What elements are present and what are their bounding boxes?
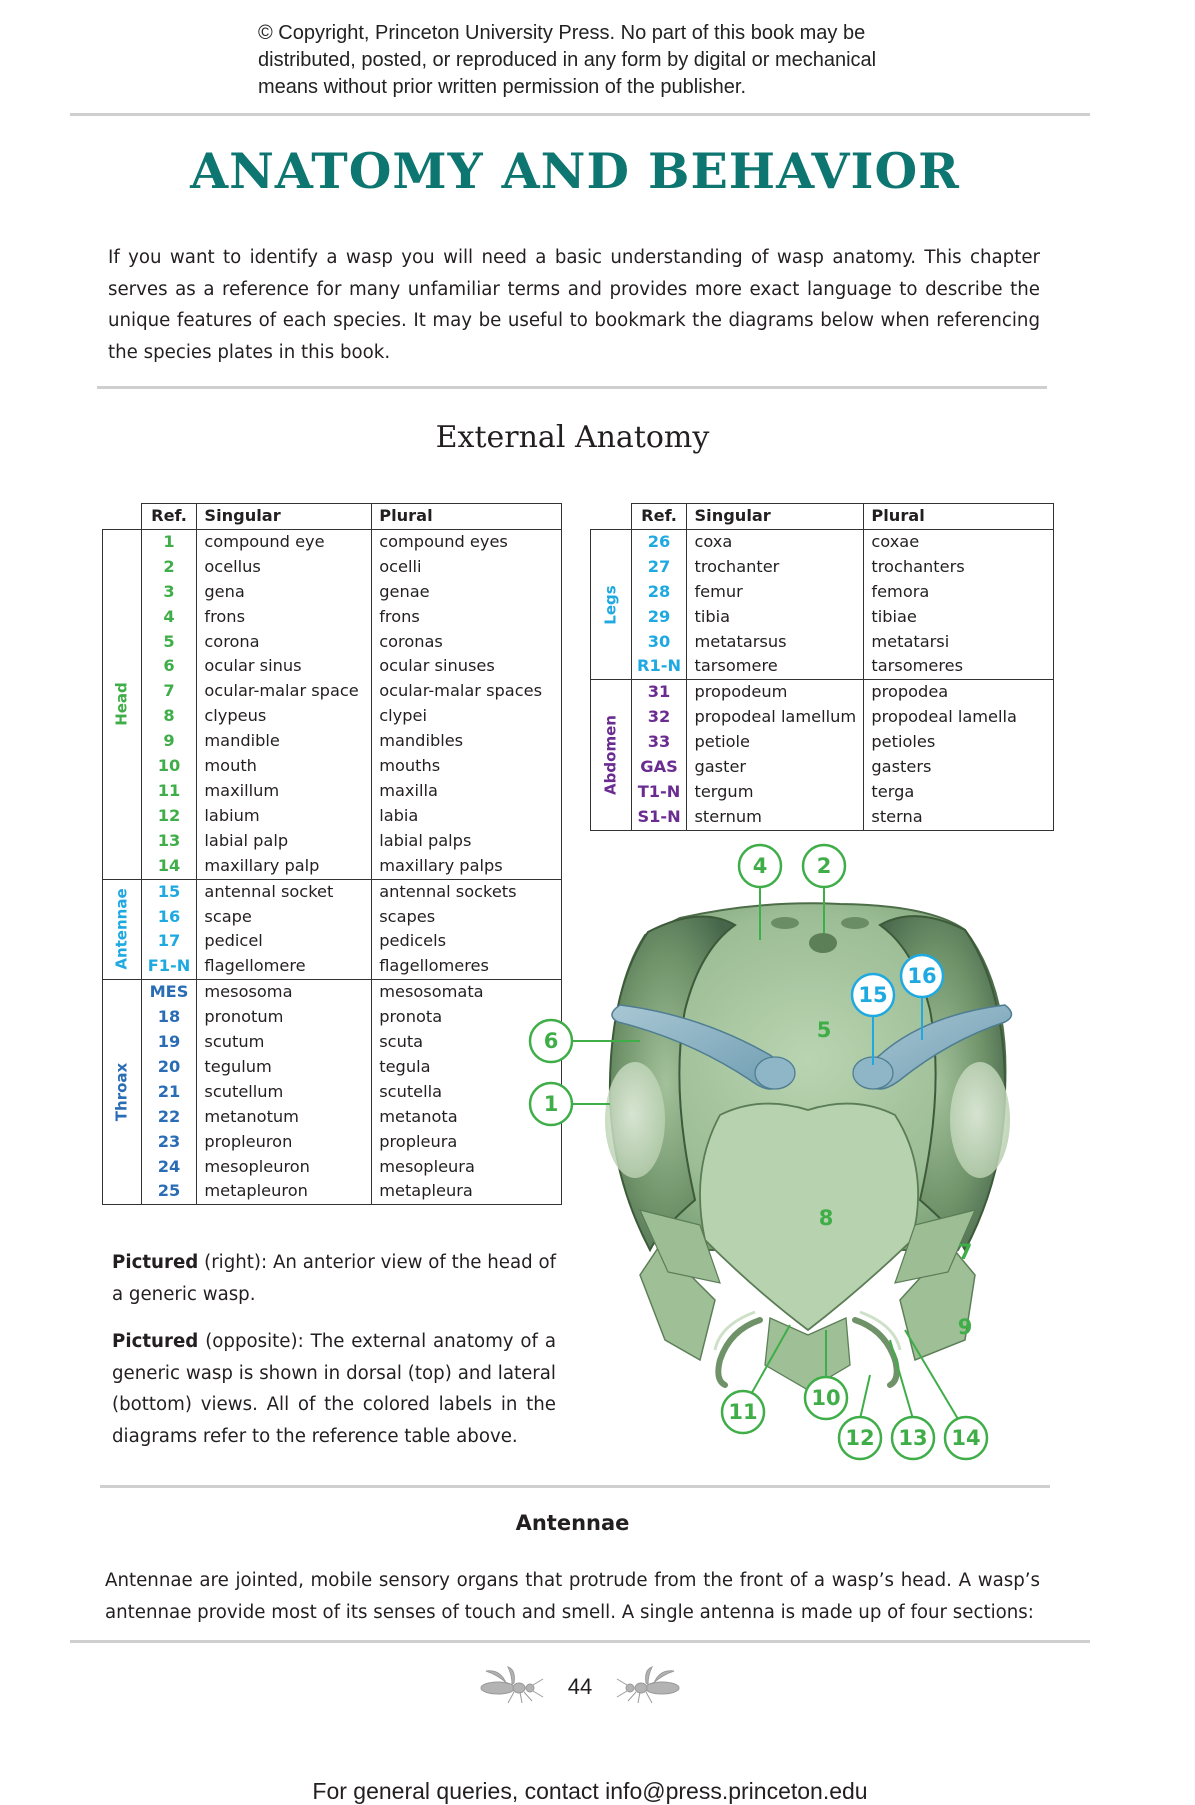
reference-table-left	[102, 503, 562, 1205]
plural-cell: metanota	[372, 1105, 562, 1130]
singular-cell: mesopleuron	[197, 1155, 372, 1180]
table-row	[103, 605, 562, 630]
callout-label-16: 16	[907, 964, 937, 988]
callout-label-4: 4	[752, 854, 768, 878]
section-divider	[100, 1485, 1050, 1488]
plural-cell: scapes	[372, 905, 562, 930]
copyright-notice	[258, 20, 1018, 101]
intro-paragraph: If you want to identify a wasp you will need a basic understanding of wasp anatomy. This chapter serves as a reference for many unfamiliar terms and provides more exact language to describe the unique features of each species. It may be useful to bookmark the diagrams below when referencing the species plates in this book.	[108, 247, 1040, 363]
ref-cell: 21	[141, 1080, 197, 1105]
ref-cell: 3	[141, 580, 197, 605]
singular-cell: scutum	[197, 1030, 372, 1055]
plural-cell: trochanters	[864, 555, 1054, 580]
singular-cell: trochanter	[687, 555, 864, 580]
plural-cell: tibiae	[864, 605, 1054, 630]
table-row	[103, 779, 562, 804]
header-plural: Plural	[864, 504, 1054, 530]
singular-cell: gena	[197, 580, 372, 605]
group-label-cell	[591, 680, 632, 830]
plural-cell: terga	[864, 780, 1054, 805]
corner-cell	[591, 504, 632, 530]
ref-cell: MES	[141, 980, 197, 1005]
table-row	[103, 754, 562, 779]
plural-cell: ocular sinuses	[372, 654, 562, 679]
singular-cell: propodeum	[687, 680, 864, 705]
plural-cell: scuta	[372, 1030, 562, 1055]
ref-cell: 32	[631, 705, 687, 730]
callout-label-1: 1	[543, 1092, 559, 1116]
bottom-divider	[70, 1640, 1090, 1643]
ref-cell: 16	[141, 905, 197, 930]
group-label: Antennae	[112, 888, 131, 971]
caption-body-views	[112, 1326, 556, 1452]
plural-cell: antennal sockets	[372, 879, 562, 904]
plural-cell: sterna	[864, 805, 1054, 830]
group-label-cell	[591, 529, 632, 679]
plural-cell: ocular-malar spaces	[372, 679, 562, 704]
singular-cell: metapleuron	[197, 1179, 372, 1204]
header-ref: Ref.	[631, 504, 687, 530]
singular-cell: femur	[687, 580, 864, 605]
ref-cell: 7	[141, 679, 197, 704]
caption-text: (right): An anterior view of the head of a generic wasp.	[112, 1252, 556, 1305]
table-row	[591, 680, 1054, 705]
table-row	[591, 730, 1054, 755]
table-row	[103, 929, 562, 954]
ref-cell: 18	[141, 1005, 197, 1030]
callout-label-14: 14	[951, 1426, 981, 1450]
plural-cell: pronota	[372, 1005, 562, 1030]
ocellus-left-shape	[771, 917, 799, 929]
caption-text: (opposite): The external anatomy of a generic wasp is shown in dorsal (top) and lateral (bottom) views. All of the colored labels in the diagrams refer to the reference table above.	[112, 1331, 556, 1447]
table-row	[103, 1155, 562, 1180]
singular-cell: tegulum	[197, 1055, 372, 1080]
singular-cell: metatarsus	[687, 630, 864, 655]
table-row	[591, 630, 1054, 655]
ref-cell: 22	[141, 1105, 197, 1130]
singular-cell: scape	[197, 905, 372, 930]
copyright-line-2: distributed, posted, or reproduced in any form by digital or mechanical	[258, 49, 877, 71]
table-row	[103, 954, 562, 979]
singular-cell: propleuron	[197, 1130, 372, 1155]
table-row	[103, 704, 562, 729]
singular-cell: ocular-malar space	[197, 679, 372, 704]
table-row	[591, 654, 1054, 679]
singular-cell: tarsomere	[687, 654, 864, 679]
ref-cell: 6	[141, 654, 197, 679]
plural-cell: propodeal lamella	[864, 705, 1054, 730]
ref-cell: 11	[141, 779, 197, 804]
callout-label-15: 15	[858, 983, 888, 1007]
table-row	[103, 1130, 562, 1155]
chapter-title: ANATOMY AND BEHAVIOR	[190, 142, 960, 200]
singular-cell: scutellum	[197, 1080, 372, 1105]
group-label: Legs	[601, 584, 620, 625]
table-row	[103, 829, 562, 854]
singular-cell: pedicel	[197, 929, 372, 954]
top-divider	[70, 113, 1090, 116]
plural-cell: tarsomeres	[864, 654, 1054, 679]
table-row	[103, 729, 562, 754]
ocellus-right-shape	[841, 917, 869, 929]
ref-cell: 28	[631, 580, 687, 605]
plural-cell: metatarsi	[864, 630, 1054, 655]
eye-highlight-left	[605, 1062, 665, 1178]
plural-cell: petioles	[864, 730, 1054, 755]
singular-cell: mesosoma	[197, 980, 372, 1005]
singular-cell: metanotum	[197, 1105, 372, 1130]
table-row	[591, 805, 1054, 830]
singular-cell: compound eye	[197, 529, 372, 554]
singular-cell: clypeus	[197, 704, 372, 729]
singular-cell: propodeal lamellum	[687, 705, 864, 730]
footer-contact: For general queries, contact info@press.princeton.edu	[312, 1778, 868, 1804]
ref-cell: 8	[141, 704, 197, 729]
callout-label-11: 11	[728, 1400, 758, 1424]
ref-cell: 12	[141, 804, 197, 829]
plural-cell: flagellomeres	[372, 954, 562, 979]
table-row	[591, 555, 1054, 580]
ref-cell: GAS	[631, 755, 687, 780]
ref-cell: 2	[141, 555, 197, 580]
table-row	[103, 529, 562, 554]
caption-lead: Pictured	[112, 1331, 199, 1352]
plural-cell: scutella	[372, 1080, 562, 1105]
wasp-head-diagram	[520, 835, 1080, 1465]
header-plural: Plural	[372, 504, 562, 530]
plural-cell: propodea	[864, 680, 1054, 705]
intro-divider	[97, 386, 1047, 389]
singular-cell: petiole	[687, 730, 864, 755]
table-row	[103, 905, 562, 930]
region-label-8: 8	[818, 1206, 834, 1230]
plural-cell: coronas	[372, 630, 562, 655]
table-row	[103, 1105, 562, 1130]
eye-highlight-right	[950, 1062, 1010, 1178]
table-row	[103, 555, 562, 580]
ref-cell: 1	[141, 529, 197, 554]
plural-cell: tegula	[372, 1055, 562, 1080]
plural-cell: mesopleura	[372, 1155, 562, 1180]
singular-cell: ocular sinus	[197, 654, 372, 679]
table-row	[103, 1005, 562, 1030]
singular-cell: corona	[197, 630, 372, 655]
ref-cell: 31	[631, 680, 687, 705]
plural-cell: labial palps	[372, 829, 562, 854]
ref-cell: 13	[141, 829, 197, 854]
callout-label-12: 12	[845, 1426, 875, 1450]
table-row	[103, 854, 562, 879]
group-label: Throax	[112, 1063, 131, 1122]
callout-label-6: 6	[543, 1029, 559, 1053]
singular-cell: sternum	[687, 805, 864, 830]
table-row	[103, 630, 562, 655]
plural-cell: coxae	[864, 529, 1054, 554]
group-label-cell	[103, 529, 142, 879]
ref-cell: F1-N	[141, 954, 197, 979]
clypeus-shape	[700, 1104, 918, 1330]
ref-cell: 27	[631, 555, 687, 580]
wasp-ornament-right-icon	[614, 1665, 682, 1707]
ref-cell: S1-N	[631, 805, 687, 830]
copyright-line-1: © Copyright, Princeton University Press. No part of this book may be	[258, 22, 866, 44]
plural-cell: propleura	[372, 1130, 562, 1155]
table-row	[591, 705, 1054, 730]
singular-cell: mandible	[197, 729, 372, 754]
singular-cell: antennal socket	[197, 879, 372, 904]
ref-cell: 30	[631, 630, 687, 655]
ref-cell: 23	[141, 1130, 197, 1155]
singular-cell: labial palp	[197, 829, 372, 854]
singular-cell: pronotum	[197, 1005, 372, 1030]
group-label-cell	[103, 980, 142, 1205]
singular-cell: maxillum	[197, 779, 372, 804]
ref-cell: 26	[631, 529, 687, 554]
table-row	[103, 1179, 562, 1204]
header-singular: Singular	[197, 504, 372, 530]
plural-cell: gasters	[864, 755, 1054, 780]
ref-cell: 33	[631, 730, 687, 755]
plural-cell: labia	[372, 804, 562, 829]
group-label-cell	[103, 879, 142, 980]
table-row	[103, 1080, 562, 1105]
leader-line-12	[860, 1375, 870, 1419]
plural-cell: compound eyes	[372, 529, 562, 554]
plural-cell: metapleura	[372, 1179, 562, 1204]
table-row	[591, 780, 1054, 805]
page-number: 44	[567, 1674, 593, 1699]
caption-lead: Pictured	[112, 1252, 199, 1273]
singular-cell: ocellus	[197, 555, 372, 580]
ref-cell: 24	[141, 1155, 197, 1180]
ref-cell: 15	[141, 879, 197, 904]
table-row	[103, 654, 562, 679]
region-label-7: 7	[957, 1240, 973, 1264]
table-row	[103, 580, 562, 605]
ref-cell: 5	[141, 630, 197, 655]
callout-label-2: 2	[816, 854, 832, 878]
ref-cell: 14	[141, 854, 197, 879]
plural-cell: clypei	[372, 704, 562, 729]
table-row	[591, 605, 1054, 630]
antennae-heading: Antennae	[515, 1511, 630, 1535]
reference-table-right	[590, 503, 1054, 831]
wasp-ornament-left-icon	[478, 1665, 546, 1707]
singular-cell: mouth	[197, 754, 372, 779]
caption-head-view	[112, 1247, 556, 1310]
ref-cell: 10	[141, 754, 197, 779]
ref-cell: 4	[141, 605, 197, 630]
singular-cell: tibia	[687, 605, 864, 630]
ref-cell: T1-N	[631, 780, 687, 805]
ref-cell: R1-N	[631, 654, 687, 679]
header-singular: Singular	[687, 504, 864, 530]
singular-cell: tergum	[687, 780, 864, 805]
singular-cell: maxillary palp	[197, 854, 372, 879]
antennae-paragraph: Antennae are jointed, mobile sensory organs that protrude from the front of a wasp’s head. A wasp’s antennae provide most of its senses of touch and smell. A single antenna is made up of four sections:	[105, 1570, 1040, 1623]
plural-cell: mouths	[372, 754, 562, 779]
plural-cell: femora	[864, 580, 1054, 605]
header-ref: Ref.	[141, 504, 197, 530]
singular-cell: coxa	[687, 529, 864, 554]
plural-cell: ocelli	[372, 555, 562, 580]
ref-cell: 9	[141, 729, 197, 754]
singular-cell: labium	[197, 804, 372, 829]
copyright-line-3: means without prior written permission of the publisher.	[258, 76, 747, 98]
group-label: Head	[112, 682, 131, 727]
antennal-socket-left	[755, 1057, 795, 1089]
ref-cell: 17	[141, 929, 197, 954]
plural-cell: maxillary palps	[372, 854, 562, 879]
table-row	[591, 755, 1054, 780]
table-row	[103, 879, 562, 904]
table-row	[591, 580, 1054, 605]
ref-cell: 29	[631, 605, 687, 630]
region-label-9: 9	[957, 1315, 973, 1339]
ref-cell: 25	[141, 1179, 197, 1204]
table-row	[103, 1055, 562, 1080]
table-row	[103, 980, 562, 1005]
singular-cell: gaster	[687, 755, 864, 780]
plural-cell: genae	[372, 580, 562, 605]
table-row	[591, 529, 1054, 554]
plural-cell: pedicels	[372, 929, 562, 954]
group-label: Abdomen	[601, 715, 620, 795]
region-label-5: 5	[816, 1018, 832, 1042]
singular-cell: flagellomere	[197, 954, 372, 979]
ref-cell: 19	[141, 1030, 197, 1055]
table-row	[103, 679, 562, 704]
table-row	[103, 804, 562, 829]
singular-cell: frons	[197, 605, 372, 630]
table-row	[103, 1030, 562, 1055]
corner-cell	[103, 504, 142, 530]
section-title: External Anatomy	[435, 420, 710, 455]
plural-cell: frons	[372, 605, 562, 630]
callout-label-10: 10	[811, 1386, 841, 1410]
ref-cell: 20	[141, 1055, 197, 1080]
plural-cell: mesosomata	[372, 980, 562, 1005]
ocellus-median-shape	[809, 933, 837, 953]
callout-label-13: 13	[898, 1426, 928, 1450]
plural-cell: maxilla	[372, 779, 562, 804]
plural-cell: mandibles	[372, 729, 562, 754]
